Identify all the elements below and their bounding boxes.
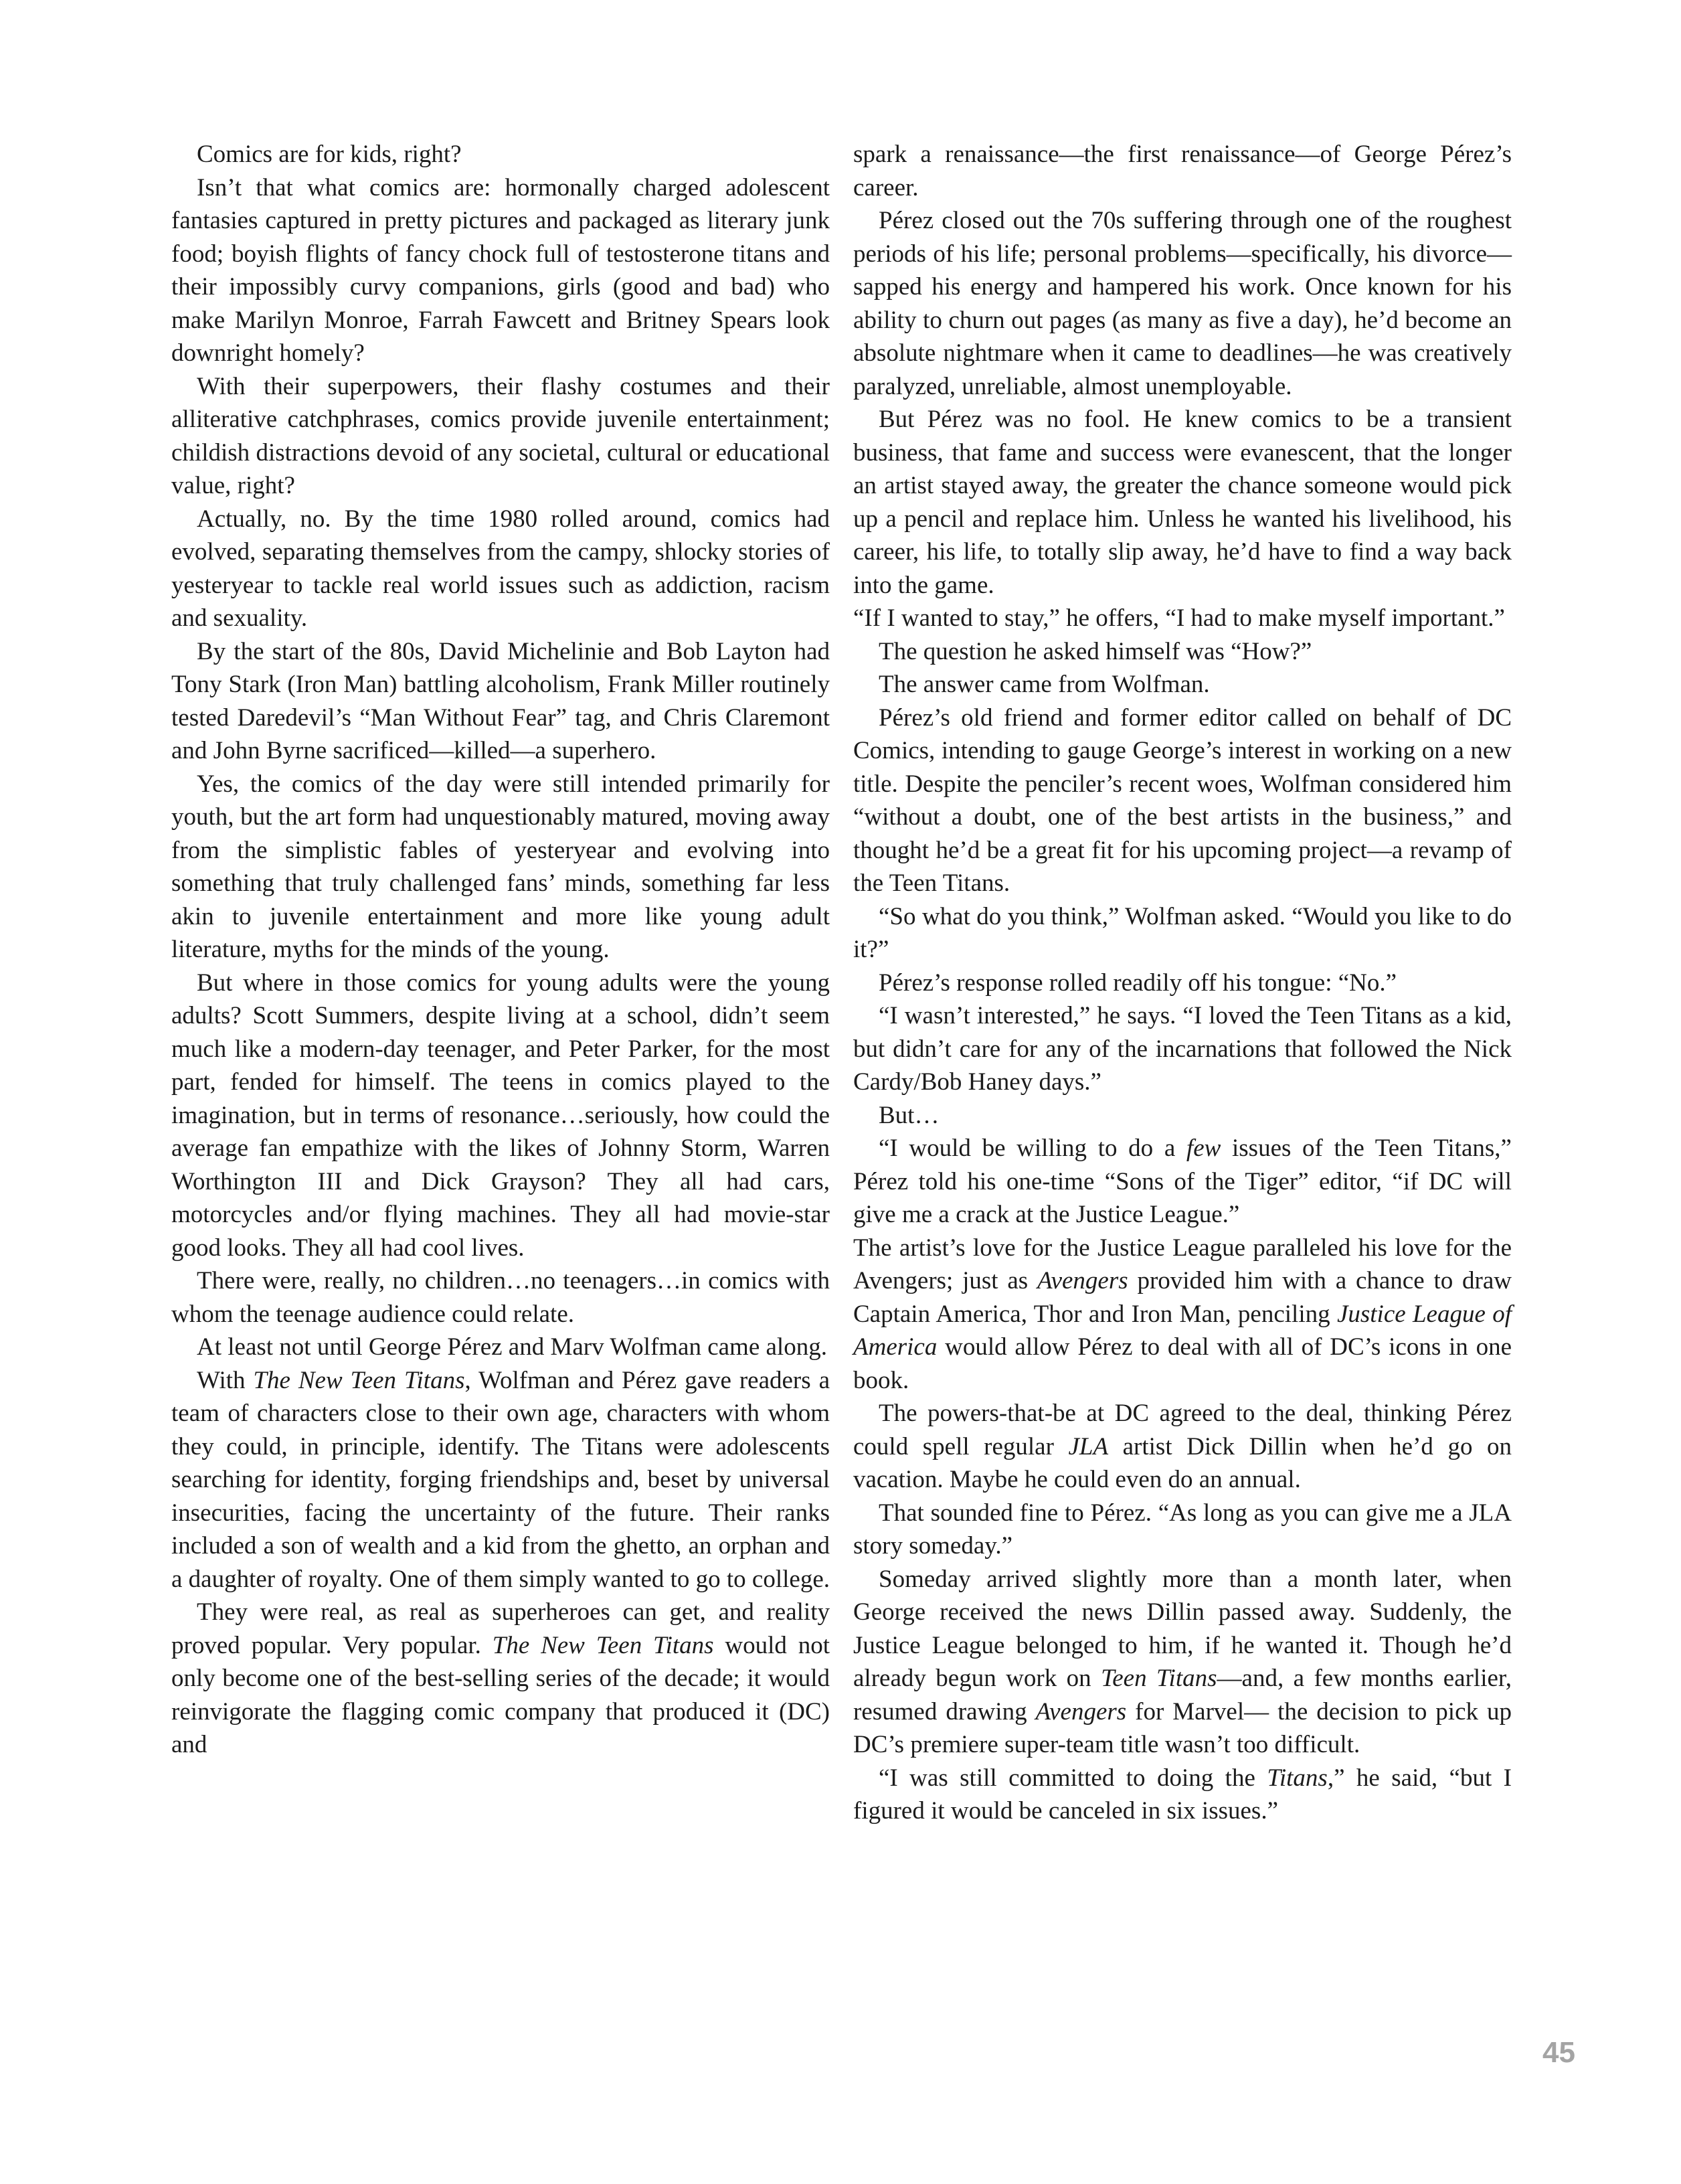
text-run: issues of the Teen Titans,” Pérez told his one-time “Sons of the Tiger” editor, “if DC will give me a crack at the Justice League.” — [853, 1135, 1512, 1228]
paragraph: There were, really, no children…no teenagers…in comics with whom the teenage audience could relate. — [171, 1267, 830, 1328]
text-run: Someday arrived slightly more than a month later, when George received the news Dillin passed away. Suddenly, the Justice League belonged to him, if he wanted it. Though he’d already begun work on — [853, 1565, 1512, 1692]
paragraph: Yes, the comics of the day were still intended primarily for youth, but the art form had unquestionably matured, moving away from the simplistic fables of yesteryear and evolving into something that truly challenged fans’ minds, something far less akin to juvenile entertainment and more like young adult literature, myths for the minds of the young. — [171, 770, 830, 963]
paragraph: Isn’t that what comics are: hormonally charged adolescent fantasies captured in pretty pictures and packaged as literary junk food; boyish flights of fancy chock full of testosterone titans and their impossibly curvy companions, girls (good and bad) who make Marilyn Monroe, Farrah Fawcett and Britney Spears look downright homely? — [171, 173, 830, 367]
italic-title: The New Teen Titans — [492, 1631, 714, 1659]
paragraph: “So what do you think,” Wolfman asked. “Would you like to do it?” — [853, 902, 1512, 963]
paragraph: But where in those comics for young adults were the young adults? Scott Summers, despite living at a school, didn’t seem much like a modern-day teenager, and Peter Parker, for the most part, fended for himself. The teens in comics played to the imagination, but in terms of resonance…seriously, how could the average fan empathize with the likes of Johnny Storm, Warren Worthington III and Dick Grayson? They all had cars, motorcycles and/or flying machines. They all had movie-star good looks. They all had cool lives. — [171, 969, 830, 1262]
paragraph: Comics are for kids, right? — [197, 141, 462, 168]
paragraph — [853, 1762, 1512, 1828]
paragraph: But… — [879, 1101, 940, 1129]
text-run: artist Dick Dillin when he’d go on vacation. Maybe he could even do an annual. — [853, 1432, 1512, 1493]
paragraph: Pérez closed out the 70s suffering through one of the roughest periods of his life; personal problems—specifically, his divorce—sapped his energy and hampered his work. Once known for his ability to churn out pages (as many as five a day), he’d become an absolute nightmare when it came to deadlines—he was creatively paralyzed, unreliable, almost unemployable. — [853, 207, 1512, 400]
italic-title: Justice League of America — [853, 1300, 1512, 1361]
text-run: They were real, as real as superheroes can get, and reality proved popular. Very popular. — [171, 1598, 830, 1659]
text-run: , Wolfman and Pérez gave readers a team of characters close to their own age, characters with whom they could, in principle, identify. The Titans were adolescents searching for identity, forging friendships and, beset by universal insecurities, facing the uncertainty of the future. Their ranks included a son of wealth and a kid from the ghetto, an orphan and a daughter of royalty. One of them simply wanted to go to college. — [171, 1366, 830, 1593]
italic-title: Teen Titans — [1101, 1665, 1217, 1692]
paragraph: The answer came from Wolfman. — [879, 671, 1210, 698]
text-run: would allow Pérez to deal with all of DC’s icons in one book. — [853, 1333, 1512, 1394]
italic-emphasis: few — [1186, 1135, 1221, 1162]
text-run: would not only become one of the best-selling series of the decade; it would reinvigorate the flagging comic company that produced it (DC) and — [171, 1631, 830, 1758]
italic-title: The New Teen Titans — [253, 1366, 465, 1394]
text-run: for Marvel— the decision to pick up DC’s premiere super-team title wasn’t too difficult. — [853, 1697, 1512, 1758]
paragraph: Actually, no. By the time 1980 rolled around, comics had evolved, separating themselves from the campy, shlocky stories of yesteryear to tackle real world issues such as addiction, racism and sexuality. — [171, 505, 830, 632]
italic-title: JLA — [1068, 1432, 1109, 1460]
text-run: With — [197, 1366, 254, 1394]
paragraph-continued: spark a renaissance—the first renaissance—of George Pérez’s career. — [853, 141, 1512, 201]
paragraph — [853, 1132, 1512, 1232]
text-run: —and, a few months earlier, resumed drawing — [853, 1665, 1512, 1726]
left-text-column — [171, 138, 830, 2025]
paragraph: By the start of the 80s, David Michelinie and Bob Layton had Tony Stark (Iron Man) battling alcoholism, Frank Miller routinely tested Daredevil’s “Man Without Fear” tag, and Chris Claremont and John Byrne sacrificed—killed—a superhero. — [171, 637, 830, 764]
paragraph: But Pérez was no fool. He knew comics to be a transient business, that fame and success were evanescent, that the longer an artist stayed away, the greater the chance someone would pick up a pencil and replace him. Unless he wanted his livelihood, his career, his life, to totally slip away, he’d have to find a way back into the game. — [853, 406, 1512, 599]
paragraph: At least not until George Pérez and Marv Wolfman came along. — [197, 1333, 827, 1361]
text-run: “I was still committed to doing the — [879, 1764, 1267, 1792]
paragraph: With their superpowers, their flashy costumes and their alliterative catchphrases, comics provide juvenile entertainment; childish distractions devoid of any societal, cultural or educational value, right? — [171, 372, 830, 499]
text-run: The powers-that-be at DC agreed to the deal, thinking Pérez could spell regular — [853, 1400, 1512, 1460]
text-run: The artist’s love for the Justice League paralleled his love for the Avengers; just as — [853, 1234, 1512, 1294]
paragraph — [853, 1563, 1512, 1762]
paragraph: “If I wanted to stay,” he offers, “I had to make myself important.” — [853, 604, 1505, 632]
paragraph: Pérez’s response rolled readily off his tongue: “No.” — [879, 969, 1397, 997]
right-text-column — [853, 138, 1512, 2025]
paragraph: That sounded fine to Pérez. “As long as you can give me a JLA story someday.” — [853, 1499, 1512, 1560]
text-run: “I would be willing to do a — [879, 1135, 1186, 1162]
paragraph: Pérez’s old friend and former editor called on behalf of DC Comics, intending to gauge George’s interest in working on a new title. Despite the penciler’s recent woes, Wolfman considered him “without a doubt, one of the best artists in the business,” and thought he’d be a great fit for his upcoming project—a revamp of the Teen Titans. — [853, 703, 1512, 897]
italic-title: Avengers — [1037, 1267, 1128, 1294]
italic-title: Avengers — [1035, 1697, 1127, 1726]
paragraph: The question he asked himself was “How?” — [879, 637, 1312, 665]
paragraph — [171, 1596, 830, 1762]
text-run: provided him with a chance to draw Captain America, Thor and Iron Man, penciling — [853, 1267, 1512, 1328]
page-number: 45 — [1542, 2036, 1575, 2069]
paragraph — [853, 1232, 1512, 1398]
paragraph: “I wasn’t interested,” he says. “I loved the Teen Titans as a kid, but didn’t care for any of the incarnations that followed the Nick Cardy/Bob Haney days.” — [853, 1002, 1512, 1096]
italic-title: Titans — [1267, 1764, 1328, 1792]
text-run: ,” he said, “but I figured it would be canceled in six issues.” — [853, 1764, 1512, 1825]
paragraph — [853, 1397, 1512, 1497]
paragraph — [171, 1364, 830, 1596]
